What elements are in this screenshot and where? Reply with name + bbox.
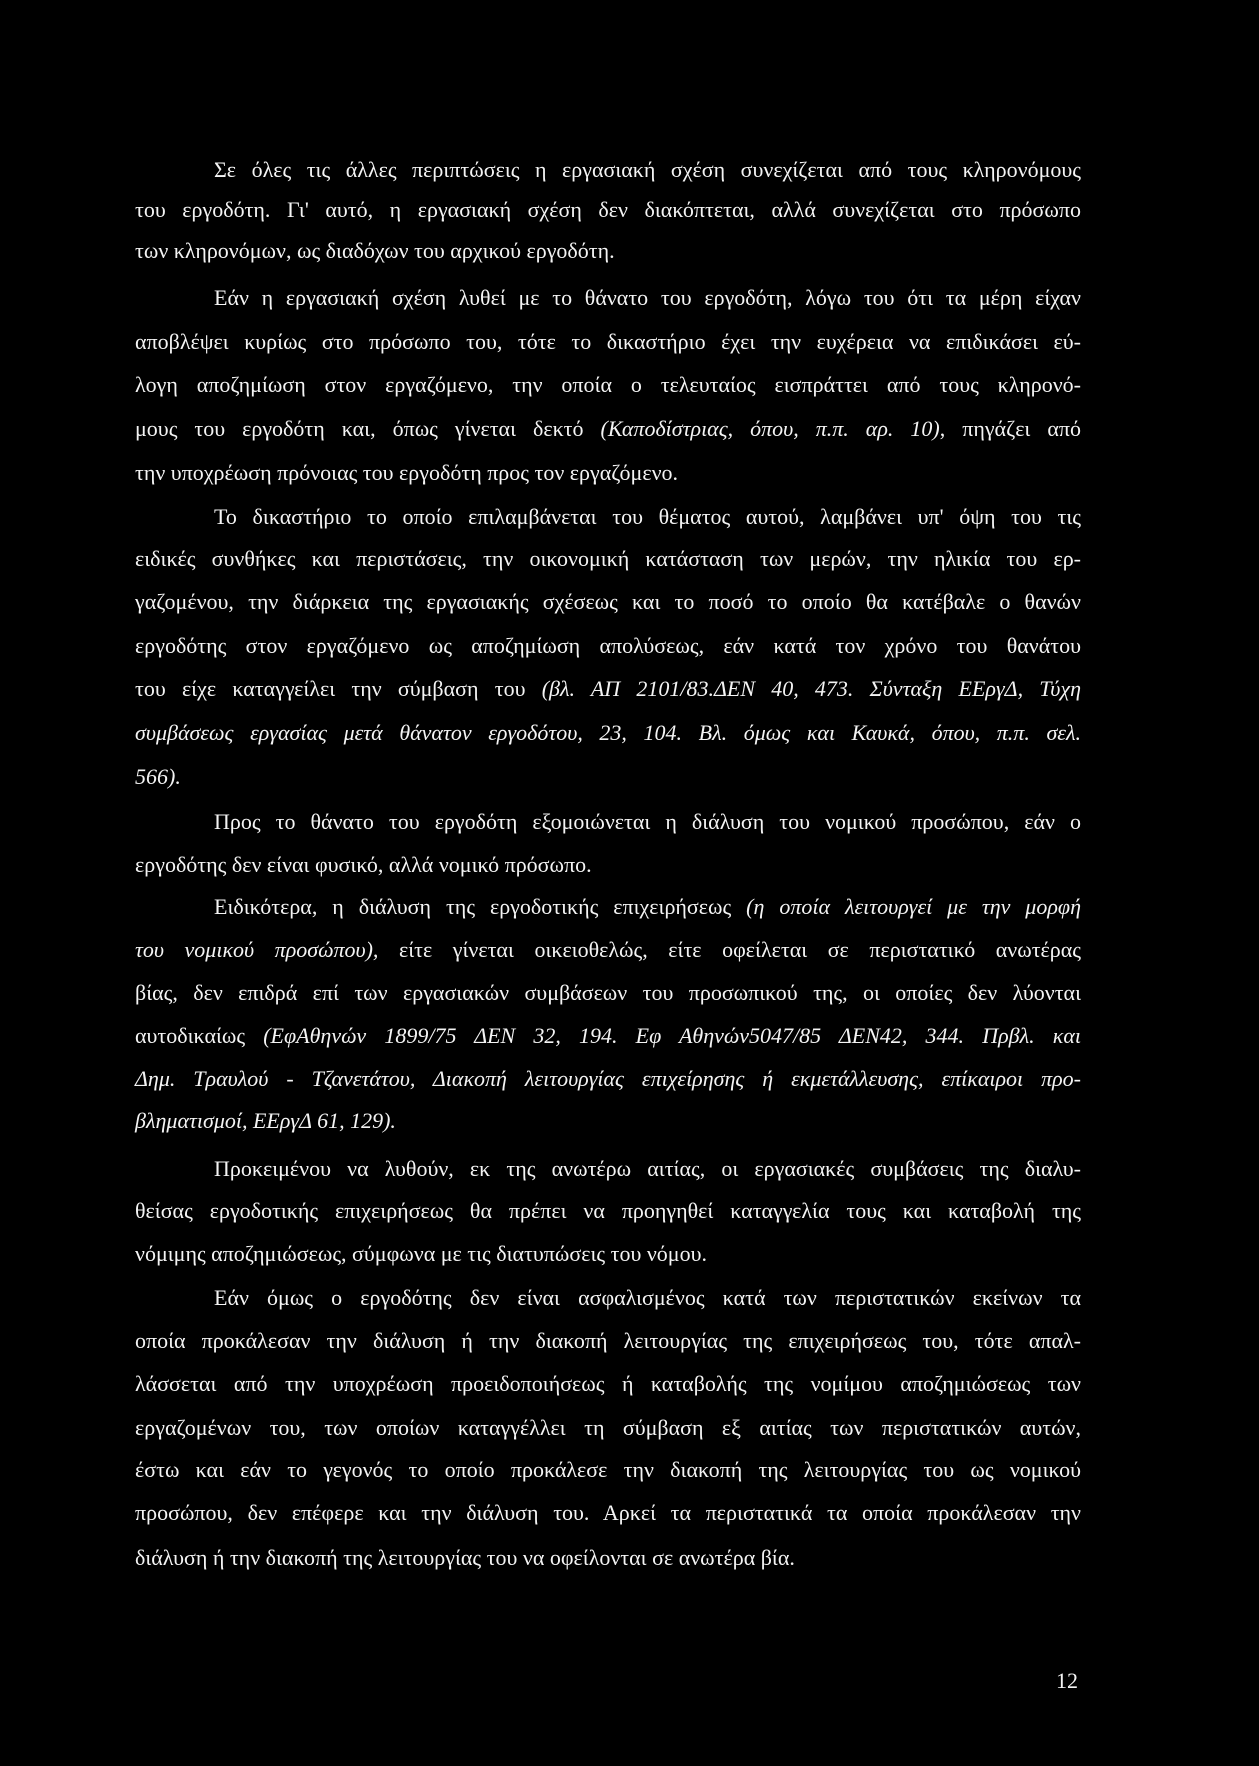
body-text: Ειδικότερα, η διάλυση της εργοδοτικής επιχειρήσεως bbox=[214, 894, 747, 919]
text-line: αποβλέψει κυρίως στο πρόσωπο του, τότε το δικαστήριο έχει την ευχέρεια να επιδικάσει εύ- bbox=[135, 329, 1081, 354]
text-line: εργαζομένων του, των οποίων καταγγέλλει τη σύμβαση εξ αιτίας των περιστατικών αυτών, bbox=[135, 1415, 1081, 1440]
body-text: είτε γίνεται οικειοθελώς, είτε οφείλεται σε περιστατικό ανωτέρας bbox=[378, 937, 1082, 962]
text-line: Σε όλες τις άλλες περιπτώσεις η εργασιακή σχέση συνεχίζεται από τους κληρονόμους bbox=[214, 157, 1081, 182]
page-number: 12 bbox=[1056, 1668, 1078, 1693]
text-line: γαζομένου, την διάρκεια της εργασιακής σχέσεως και το ποσό το οποίο θα κατέβαλε ο θανών bbox=[135, 589, 1081, 614]
text-line: οποία προκάλεσαν την διάλυση ή την διακοπή λειτουργίας της επιχειρήσεως του, τότε απαλ- bbox=[135, 1328, 1081, 1353]
body-text: μους του εργοδότη και, όπως γίνεται δεκτό bbox=[135, 416, 601, 441]
citation-line: 566). bbox=[135, 764, 181, 789]
text-line: Εάν η εργασιακή σχέση λυθεί με το θάνατο του εργοδότη, λόγω του ότι τα μέρη είχαν bbox=[214, 285, 1081, 310]
citation-line: συμβάσεως εργασίας μετά θάνατον εργοδότου, 23, 104. Βλ. όμως και Καυκά, όπου, π.π. σελ. bbox=[135, 720, 1081, 745]
text-line: ειδικές συνθήκες και περιστάσεις, την οικονομική κατάσταση των μερών, την ηλικία του ερ- bbox=[135, 546, 1081, 571]
citation-line: Δημ. Τραυλού - Τζανετάτου, Διακοπή λειτουργίας επιχείρησης ή εκμετάλλευσης, επίκαιροι προ- bbox=[135, 1066, 1081, 1091]
text-line: Το δικαστήριο το οποίο επιλαμβάνεται του θέματος αυτού, λαμβάνει υπ' όψη του τις bbox=[214, 504, 1081, 529]
text-line bbox=[135, 892, 1081, 922]
text-line bbox=[135, 935, 1081, 965]
text-line bbox=[135, 1021, 1081, 1051]
text-line bbox=[135, 414, 1081, 444]
text-line: των κληρονόμων, ως διαδόχων του αρχικού εργοδότη. bbox=[135, 238, 615, 263]
text-line: Προκειμένου να λυθούν, εκ της ανωτέρω αιτίας, οι εργασιακές συμβάσεις της διαλυ- bbox=[214, 1156, 1081, 1181]
body-text: αυτοδικαίως bbox=[135, 1023, 264, 1048]
text-line: βίας, δεν επιδρά επί των εργασιακών συμβάσεων του προσωπικού της, οι οποίες δεν λύονται bbox=[135, 980, 1081, 1005]
citation-text: (ΕφΑθηνών 1899/75 ΔΕΝ 32, 194. Εφ Αθηνών5047/85 ΔΕΝ42, 344. Πρβλ. και bbox=[263, 1023, 1081, 1048]
text-line: εργοδότης στον εργαζόμενο ως αποζημίωση απολύσεως, εάν κατά τον χρόνο του θανάτου bbox=[135, 633, 1081, 658]
text-line: θείσας εργοδοτικής επιχειρήσεως θα πρέπει να προηγηθεί καταγγελία τους και καταβολή της bbox=[135, 1198, 1081, 1223]
citation-text: (βλ. ΑΠ 2101/83.ΔΕΝ 40, 473. Σύνταξη ΕΕργΔ, Τύχη bbox=[541, 676, 1081, 701]
text-line: λογη αποζημίωση στον εργαζόμενο, την οποία ο τελευταίος εισπράττει από τους κληρονό- bbox=[135, 372, 1081, 397]
citation-text: του νομικού προσώπου), bbox=[135, 937, 379, 962]
citation-line: βληματισμοί, ΕΕργΔ 61, 129). bbox=[135, 1108, 396, 1133]
text-line: προσώπου, δεν επέφερε και την διάλυση του. Αρκεί τα περιστατικά τα οποία προκάλεσαν την bbox=[135, 1500, 1081, 1525]
text-line: του εργοδότη. Γι' αυτό, η εργασιακή σχέση δεν διακόπτεται, αλλά συνεχίζεται στο πρόσωπο bbox=[135, 197, 1081, 222]
text-line: νόμιμης αποζημιώσεως, σύμφωνα με τις διατυπώσεις του νόμου. bbox=[135, 1241, 707, 1266]
text-line: εργοδότης δεν είναι φυσικό, αλλά νομικό πρόσωπο. bbox=[135, 852, 592, 877]
citation-text: (η οποία λειτουργεί με την μορφή bbox=[746, 894, 1081, 919]
text-line bbox=[135, 674, 1081, 704]
text-line: λάσσεται από την υποχρέωση προειδοποιήσεως ή καταβολής της νομίμου αποζημιώσεως των bbox=[135, 1371, 1081, 1396]
text-line: Εάν όμως ο εργοδότης δεν είναι ασφαλισμένος κατά των περιστατικών εκείνων τα bbox=[214, 1285, 1081, 1310]
text-line: Προς το θάνατο του εργοδότη εξομοιώνεται η διάλυση του νομικού προσώπου, εάν ο bbox=[214, 809, 1081, 834]
citation-text: (Καποδίστριας, όπου, π.π. αρ. 10) bbox=[600, 416, 940, 441]
body-text: , πηγάζει από bbox=[939, 416, 1081, 441]
body-text: του είχε καταγγείλει την σύμβαση του bbox=[135, 676, 542, 701]
text-line: την υποχρέωση πρόνοιας του εργοδότη προς τον εργαζόμενο. bbox=[135, 460, 679, 485]
text-line: έστω και εάν το γεγονός το οποίο προκάλεσε την διακοπή της λειτουργίας του ως νομικού bbox=[135, 1457, 1081, 1482]
text-line: διάλυση ή την διακοπή της λειτουργίας του να οφείλονται σε ανωτέρα βία. bbox=[135, 1545, 795, 1570]
